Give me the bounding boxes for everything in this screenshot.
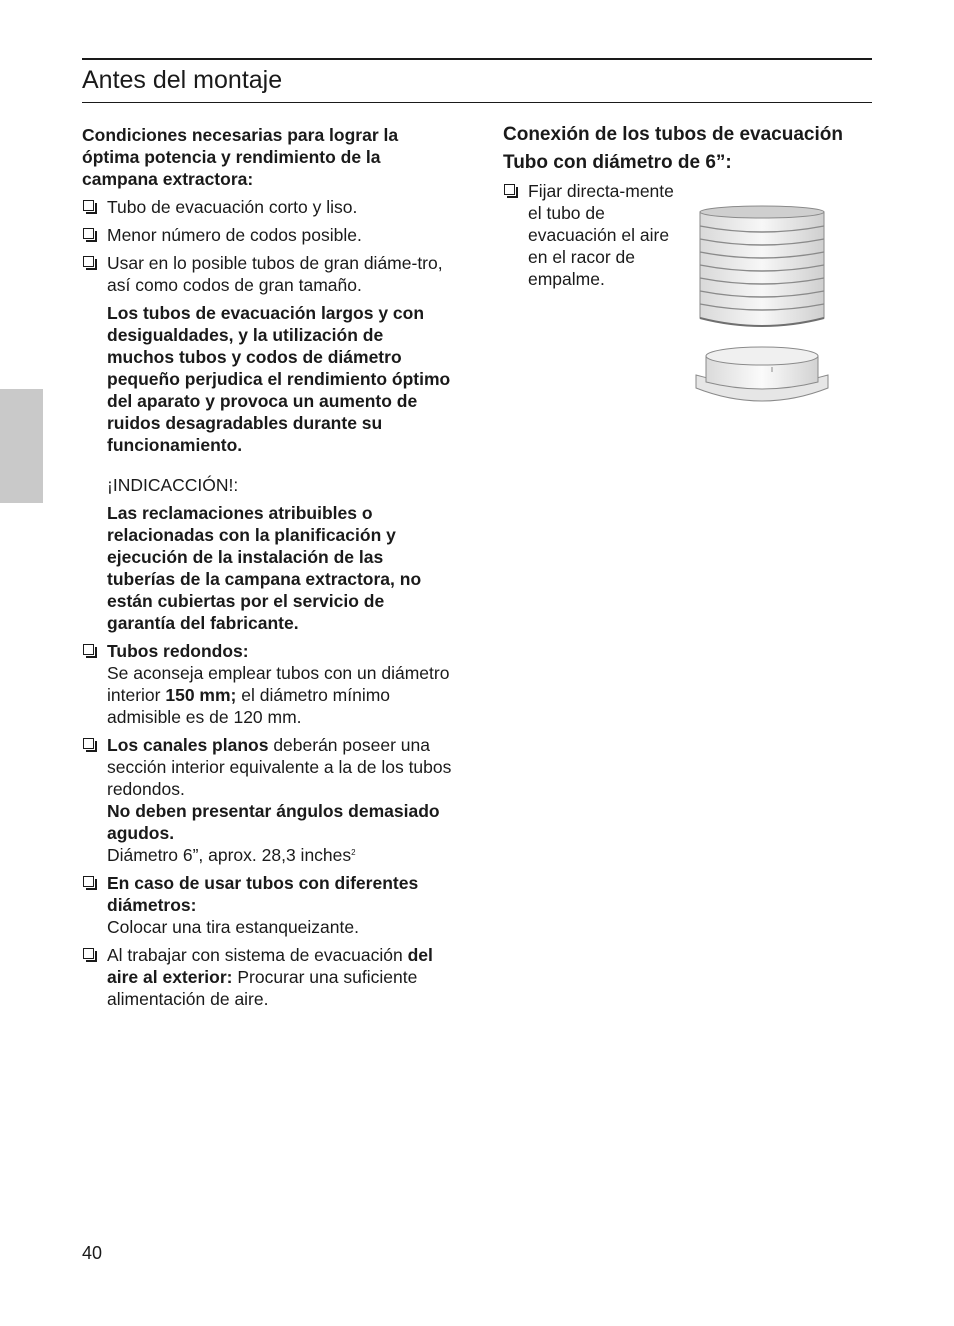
title-rule bbox=[82, 102, 872, 103]
checkbox-bullet-icon bbox=[83, 228, 94, 239]
warning-paragraph: Los tubos de evacuación largos y con desigualdades, y la utilización de muchos tubos y codos de diámetro pequeño perjudica el rendimiento óptimo del aparato y provoca un aumento de ruidos desagradables durante su funcionamiento. bbox=[107, 303, 451, 455]
list-item-different-diameters: En caso de usar tubos con diferentes diámetros: Colocar una tira estanqueizante. bbox=[82, 872, 454, 938]
left-column bbox=[82, 124, 454, 1016]
list-item: Menor número de codos posible. bbox=[82, 224, 454, 246]
checkbox-bullet-icon bbox=[83, 200, 94, 211]
connector-ring-icon bbox=[696, 347, 828, 401]
connection-heading: Conexión de los tubos de evacuación bbox=[503, 124, 843, 145]
indicacion-text: Las reclamaciones atribuibles o relacionadas con la planificación y ejecución de la instalación de las tuberías de la campana extractora, no están cubiertas por el servicio de garantía del fabricante. bbox=[107, 503, 422, 633]
list-item-flat-channels: Los canales planos deberán poseer una sección interior equivalente a la de los tubos redondos. No deben presentar ángulos demasiado agudos. Diámetro 6”, aprox. 28,3 inches$^2$ bbox=[82, 734, 454, 866]
checkbox-bullet-icon bbox=[504, 184, 515, 195]
list-item: Fijar directa-mente el tubo de evacuación el aire en el racor de empalme. bbox=[503, 180, 678, 290]
flexible-pipe-icon bbox=[700, 206, 824, 326]
checkbox-bullet-icon bbox=[83, 876, 94, 887]
list-item-exhaust: Al trabajar con sistema de evacuación del aire al exterior: Procurar una suficiente alimentación de aire. bbox=[82, 944, 454, 1010]
duct-pipe-illustration bbox=[692, 200, 832, 415]
list-item: Tubo de evacuación corto y liso. bbox=[82, 196, 454, 218]
indicacion-label: ¡INDICACCIÓN!: bbox=[107, 475, 239, 495]
page-title: Antes del montaje bbox=[82, 66, 283, 94]
page-number: 40 bbox=[82, 1243, 103, 1263]
checkbox-bullet-icon bbox=[83, 948, 94, 959]
diameter-subheading: Tubo con diámetro de 6”: bbox=[503, 152, 732, 173]
side-tab-marker bbox=[0, 389, 43, 503]
checkbox-bullet-icon bbox=[83, 738, 94, 749]
checkbox-bullet-icon bbox=[83, 256, 94, 267]
list-item: Usar en lo posible tubos de gran diáme-tro, así como codos de gran tamaño. bbox=[82, 252, 454, 296]
checkbox-bullet-icon bbox=[83, 644, 94, 655]
top-rule bbox=[82, 58, 872, 60]
list-item-round-tubes: Tubos redondos: Se aconseja emplear tubos con un diámetro interior 150 mm; el diámetro mínimo admisible es de 120 mm. bbox=[82, 640, 454, 728]
conditions-heading: Condiciones necesarias para lograr la óptima potencia y rendimiento de la campana extractora: bbox=[82, 125, 399, 189]
